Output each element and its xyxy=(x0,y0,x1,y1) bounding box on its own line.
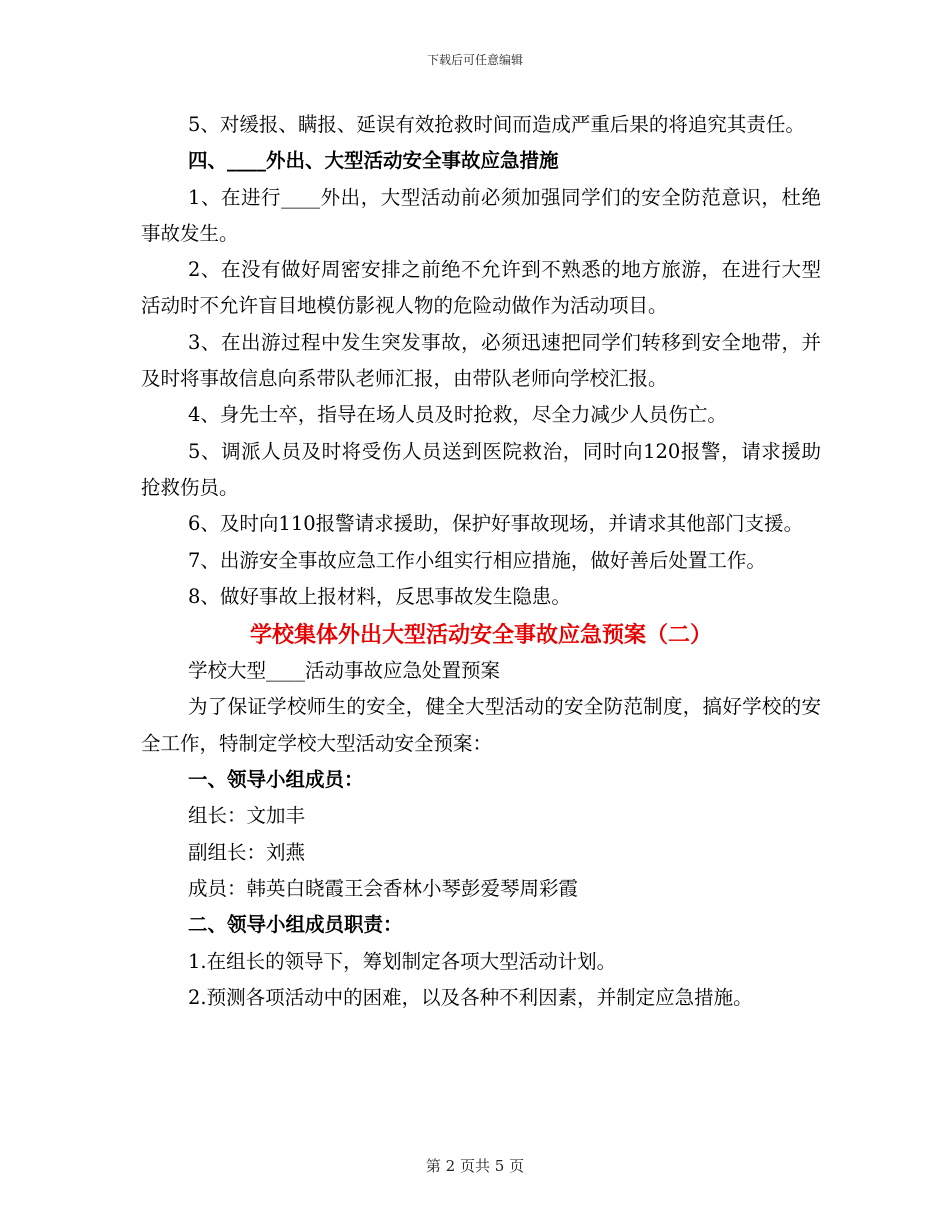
document-title: 学校集体外出大型活动安全事故应急预案（二） xyxy=(249,622,712,649)
paragraph: 副组长：刘燕 xyxy=(188,840,306,864)
paragraph: 1.在组长的领导下，筹划制定各项大型活动计划。 xyxy=(188,949,617,973)
paragraph: 3、在出游过程中发生突发事故，必须迅速把同学们转移到安全地带，并及时将事故信息向系带队老师汇报，由带队老师向学校汇报。 xyxy=(141,330,821,391)
section-heading: 二、领导小组成员职责： xyxy=(188,913,403,937)
paragraph: 5、对缓报、瞒报、延误有效抢救时间而造成严重后果的将追究其责任。 xyxy=(188,113,805,136)
paragraph: 5、调派人员及时将受伤人员送到医院救治，同时向120报警，请求援助抢救伤员。 xyxy=(141,439,821,499)
page-header: 下载后可任意编辑 xyxy=(426,53,523,67)
paragraph: 7、出游安全事故应急工作小组实行相应措施，做好善后处置工作。 xyxy=(188,548,766,572)
paragraph: 学校大型____活动事故应急处置预案 xyxy=(188,659,501,683)
paragraph: 6、及时向110报警请求援助，保护好事故现场，并请求其他部门支援。 xyxy=(188,512,804,536)
paragraph: 成员：韩英白晓霞王会香林小琴彭爱琴周彩霞 xyxy=(188,876,579,900)
paragraph: 4、身先士卒，指导在场人员及时抢救，尽全力减少人员伤亡。 xyxy=(188,403,727,427)
page-footer: 第 2 页共 5 页 xyxy=(425,1157,525,1175)
paragraph: 为了保证学校师生的安全，健全大型活动的安全防范制度，搞好学校的安全工作，特制定学校大型活动安全预案： xyxy=(141,695,821,755)
paragraph: 8、做好事故上报材料，反思事故发生隐患。 xyxy=(188,584,571,608)
paragraph: 2.预测各项活动中的困难，以及各种不利因素，并制定应急措施。 xyxy=(188,985,753,1009)
section-heading: 一、领导小组成员： xyxy=(188,768,364,792)
section-heading: 四、____外出、大型活动安全事故应急措施 xyxy=(188,149,559,173)
paragraph: 1、在进行____外出，大型活动前必须加强同学们的安全防范意识，杜绝事故发生。 xyxy=(141,185,821,245)
document-body xyxy=(141,107,821,1016)
paragraph: 组长：文加丰 xyxy=(188,804,306,828)
paragraph: 2、在没有做好周密安排之前绝不允许到不熟悉的地方旅游，在进行大型活动时不允许盲目地模仿影视人物的危险动做作为活动项目。 xyxy=(141,258,821,318)
